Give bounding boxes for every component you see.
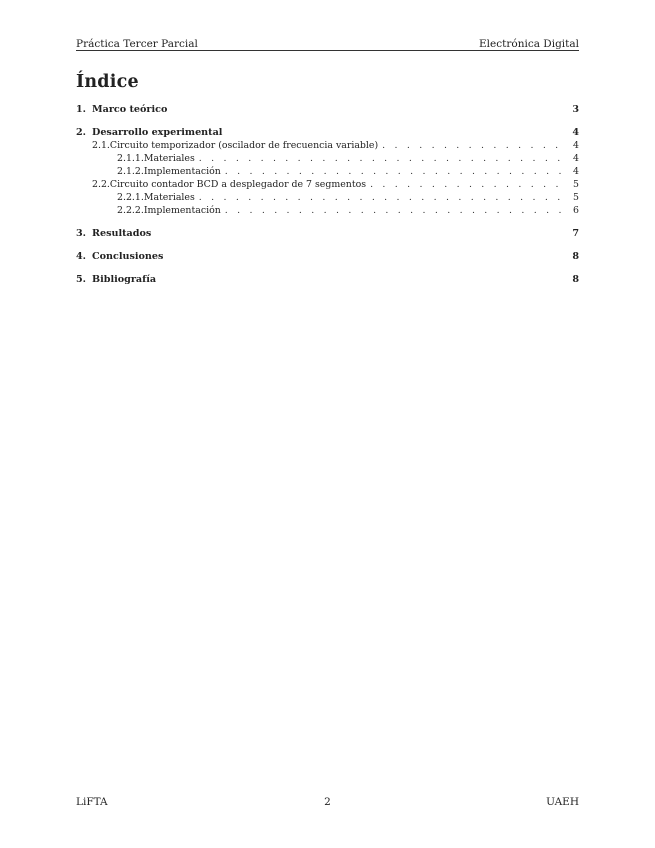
toc-entry-page: 8	[572, 251, 579, 262]
toc-entry-bibliografia[interactable]	[76, 274, 579, 287]
dot-leader	[382, 140, 565, 151]
toc-entry-title: Circuito contador BCD a desplegador de 7 segmentos	[109, 179, 367, 190]
toc-entry-title: Resultados	[92, 228, 152, 239]
toc-entry-number: 2.1.1.	[117, 153, 144, 164]
toc-entry-page: 5	[573, 192, 579, 203]
toc-entry-title: Circuito temporizador (oscilador de frecuencia variable)	[109, 140, 379, 151]
toc-entry-number: 1.	[76, 104, 87, 115]
toc-entry-number: 5.	[76, 274, 87, 285]
footer-right-text: UAEH	[546, 796, 579, 808]
toc-entry-title: Implementación	[143, 205, 221, 216]
toc-entry-implementacion-2[interactable]	[117, 205, 579, 218]
toc-entry-circuito-contador-bcd[interactable]	[92, 179, 579, 192]
toc-entry-page: 6	[573, 205, 579, 216]
toc-entry-number: 2.1.2.	[117, 166, 144, 177]
toc-entry-page: 4	[573, 140, 579, 151]
toc-entry-materiales-1[interactable]	[117, 153, 579, 166]
toc-entry-desarrollo-experimental[interactable]	[76, 127, 579, 140]
header-right-text: Electrónica Digital	[479, 38, 579, 50]
dot-leader	[225, 205, 565, 216]
toc-entry-page: 3	[572, 104, 579, 115]
toc-heading: Índice	[76, 72, 139, 92]
toc-entry-circuito-temporizador[interactable]	[92, 140, 579, 153]
page-footer	[76, 795, 579, 809]
toc-entry-page: 8	[572, 274, 579, 285]
toc-entry-number: 2.2.1.	[117, 192, 144, 203]
toc-entry-number: 2.	[76, 127, 87, 138]
footer-left-text: LiFTA	[76, 796, 108, 808]
toc-entry-page: 7	[572, 228, 579, 239]
dot-leader	[370, 179, 565, 190]
toc-entry-materiales-2[interactable]	[117, 192, 579, 205]
page-number: 2	[324, 796, 331, 808]
toc-entry-page: 5	[573, 179, 579, 190]
toc-entry-resultados[interactable]	[76, 228, 579, 241]
toc-entry-title: Bibliografía	[92, 274, 157, 285]
dot-leader	[199, 192, 565, 203]
toc-entry-title: Materiales	[143, 153, 195, 164]
header-left-text: Práctica Tercer Parcial	[76, 38, 198, 50]
toc-entry-title: Desarrollo experimental	[92, 127, 223, 138]
toc-entry-number: 3.	[76, 228, 87, 239]
toc-entry-implementacion-1[interactable]	[117, 166, 579, 179]
toc-entry-page: 4	[572, 127, 579, 138]
header-rule	[76, 50, 579, 51]
toc-entry-number: 2.2.2.	[117, 205, 144, 216]
dot-leader	[199, 153, 565, 164]
toc-entry-page: 4	[573, 166, 579, 177]
toc-entry-number: 2.1.	[92, 140, 110, 151]
dot-leader	[225, 166, 565, 177]
toc-entry-page: 4	[573, 153, 579, 164]
page-header	[76, 34, 579, 50]
toc-entry-number: 2.2.	[92, 179, 110, 190]
toc-entry-number: 4.	[76, 251, 87, 262]
toc-entry-marco-teorico[interactable]	[76, 104, 579, 117]
toc-entry-title: Marco teórico	[92, 104, 168, 115]
toc-entry-title: Implementación	[143, 166, 221, 177]
toc-entry-title: Conclusiones	[92, 251, 164, 262]
toc-entry-title: Materiales	[143, 192, 195, 203]
toc-entry-conclusiones[interactable]	[76, 251, 579, 264]
